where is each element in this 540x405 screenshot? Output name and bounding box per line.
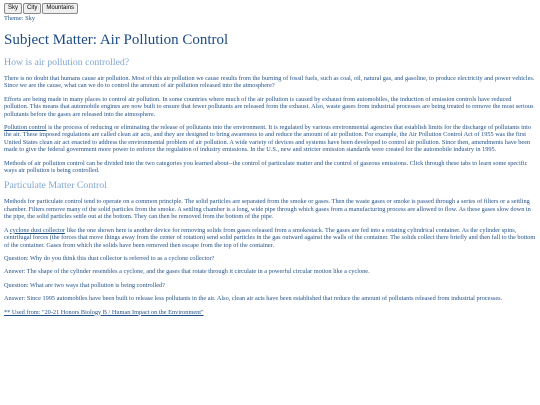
efforts-paragraph: Efforts are being made in many places to control air pollution. In some countries where much of the air pollution is caused by exhaust from automobiles, the induction of emission controls have reduced pollution. This means that automobile engines are now built to ensure that fewer pollutants are released from the exhaust. Also, waste gases from industrial processes are being treated to remove the most serious pollutants before the gases are released into the atmosphere. [4,95,534,118]
cyclone-text: like the one shown here is another device for removing solids from gases released from a smokestack. The gases are fed into a rotating cylindrical container. As the cylinder spins, centrifugal forces (the forces that move things away from the center of rotation) send solid particles in the gas outward against the walls of the container. The solids collect there briefly and then fall to the bottom of the container. Gases from which the solids have been removed then escape from the top of the container. [4,226,536,249]
theme-city-button[interactable]: City [23,3,41,14]
pollution-control-link[interactable]: Pollution control [4,124,47,132]
particulate-paragraph: Methods for particulate control tend to operate on a common principle. The solid particles are separated from the smoke or gases. Then the waste gases or smoke is passed through a series of filters or a settling chamber. Filters remove many of the solid particles from the smoke. A settling chamber is a long, wide pipe through which gases from a manufacturing process are allowed to flow. As these gases slow down in the pipe, the solid particles settle out at the bottom. They can then be removed from the bottom of the pipe. [4,198,531,221]
theme-sky-button[interactable]: Sky [4,3,22,14]
section-heading-control: How is air pollution controlled? [4,57,130,68]
source-paragraph [4,309,536,316]
methods-paragraph: Methods of air pollution control can be divided into the two categories you learned about--the control of particulate matter and the control of gaseous emissions. Click through these tabs to learn some specific ways air pollution is being controlled. [4,159,528,175]
cyclone-paragraph [4,227,536,249]
cyclone-text-pre: A [4,226,10,234]
theme-label: Theme: Sky [4,15,36,22]
cyclone-dust-collector-link[interactable]: cyclone dust collector [9,226,66,234]
question-1: Question: Why do you think this dust collector is referred to as a cyclone collector? [4,254,215,262]
theme-mountains-button[interactable]: Mountains [42,3,78,14]
source-link[interactable]: ** Used from: "20-21 Honors Biology B / Human Impact on the Environment" [4,308,204,316]
page-title: Subject Matter: Air Pollution Control [4,32,229,48]
answer-1: Answer: The shape of the cylinder resembles a cyclone, and the gases that rotate through it circulate in a powerful circular motion like a cyclone. [4,268,370,276]
pollution-control-text: is the process of reducing or eliminating the release of pollutants into the environment. It is regulated by various environmental agencies that establish limits for the discharge of pollutants into the air. These imposed regulations are called clean air acts, and they are designed to bring awareness to and reduce the amount of air pollution. For example, the Air Pollution Control Act of 1955 was the first United States clean air act enacted to address the environmental problem of air pollution. A wide variety of devices and systems have been developed to control air pollution. Since then, amendments have been made to give the federal government more power to enforce the regulation of industry emissions. In the U.S., new and stricter emission standards were created for the automobile industry in 1995. [4,124,531,154]
section-heading-particulate: Particulate Matter Control [4,180,107,192]
answer-2: Answer: Since 1995 automobiles have been built to release less pollutants in the air. Also, clean air acts have been established that reduce the amount of pollutants released from industrial processes. [4,295,503,303]
theme-switcher [4,3,536,14]
question-2: Question: What are two ways that pollution is being controlled? [4,281,165,289]
intro-paragraph: There is no doubt that humans cause air pollution. Most of this air pollution we cause results from the burning of fossil fuels, such as coal, oil, natural gas, and gasoline, to produce electricity and power vehicles. Since we are the cause, what can we do to control the amount of air pollution released into the atmosphere? [4,75,535,90]
pollution-control-paragraph [4,124,536,154]
